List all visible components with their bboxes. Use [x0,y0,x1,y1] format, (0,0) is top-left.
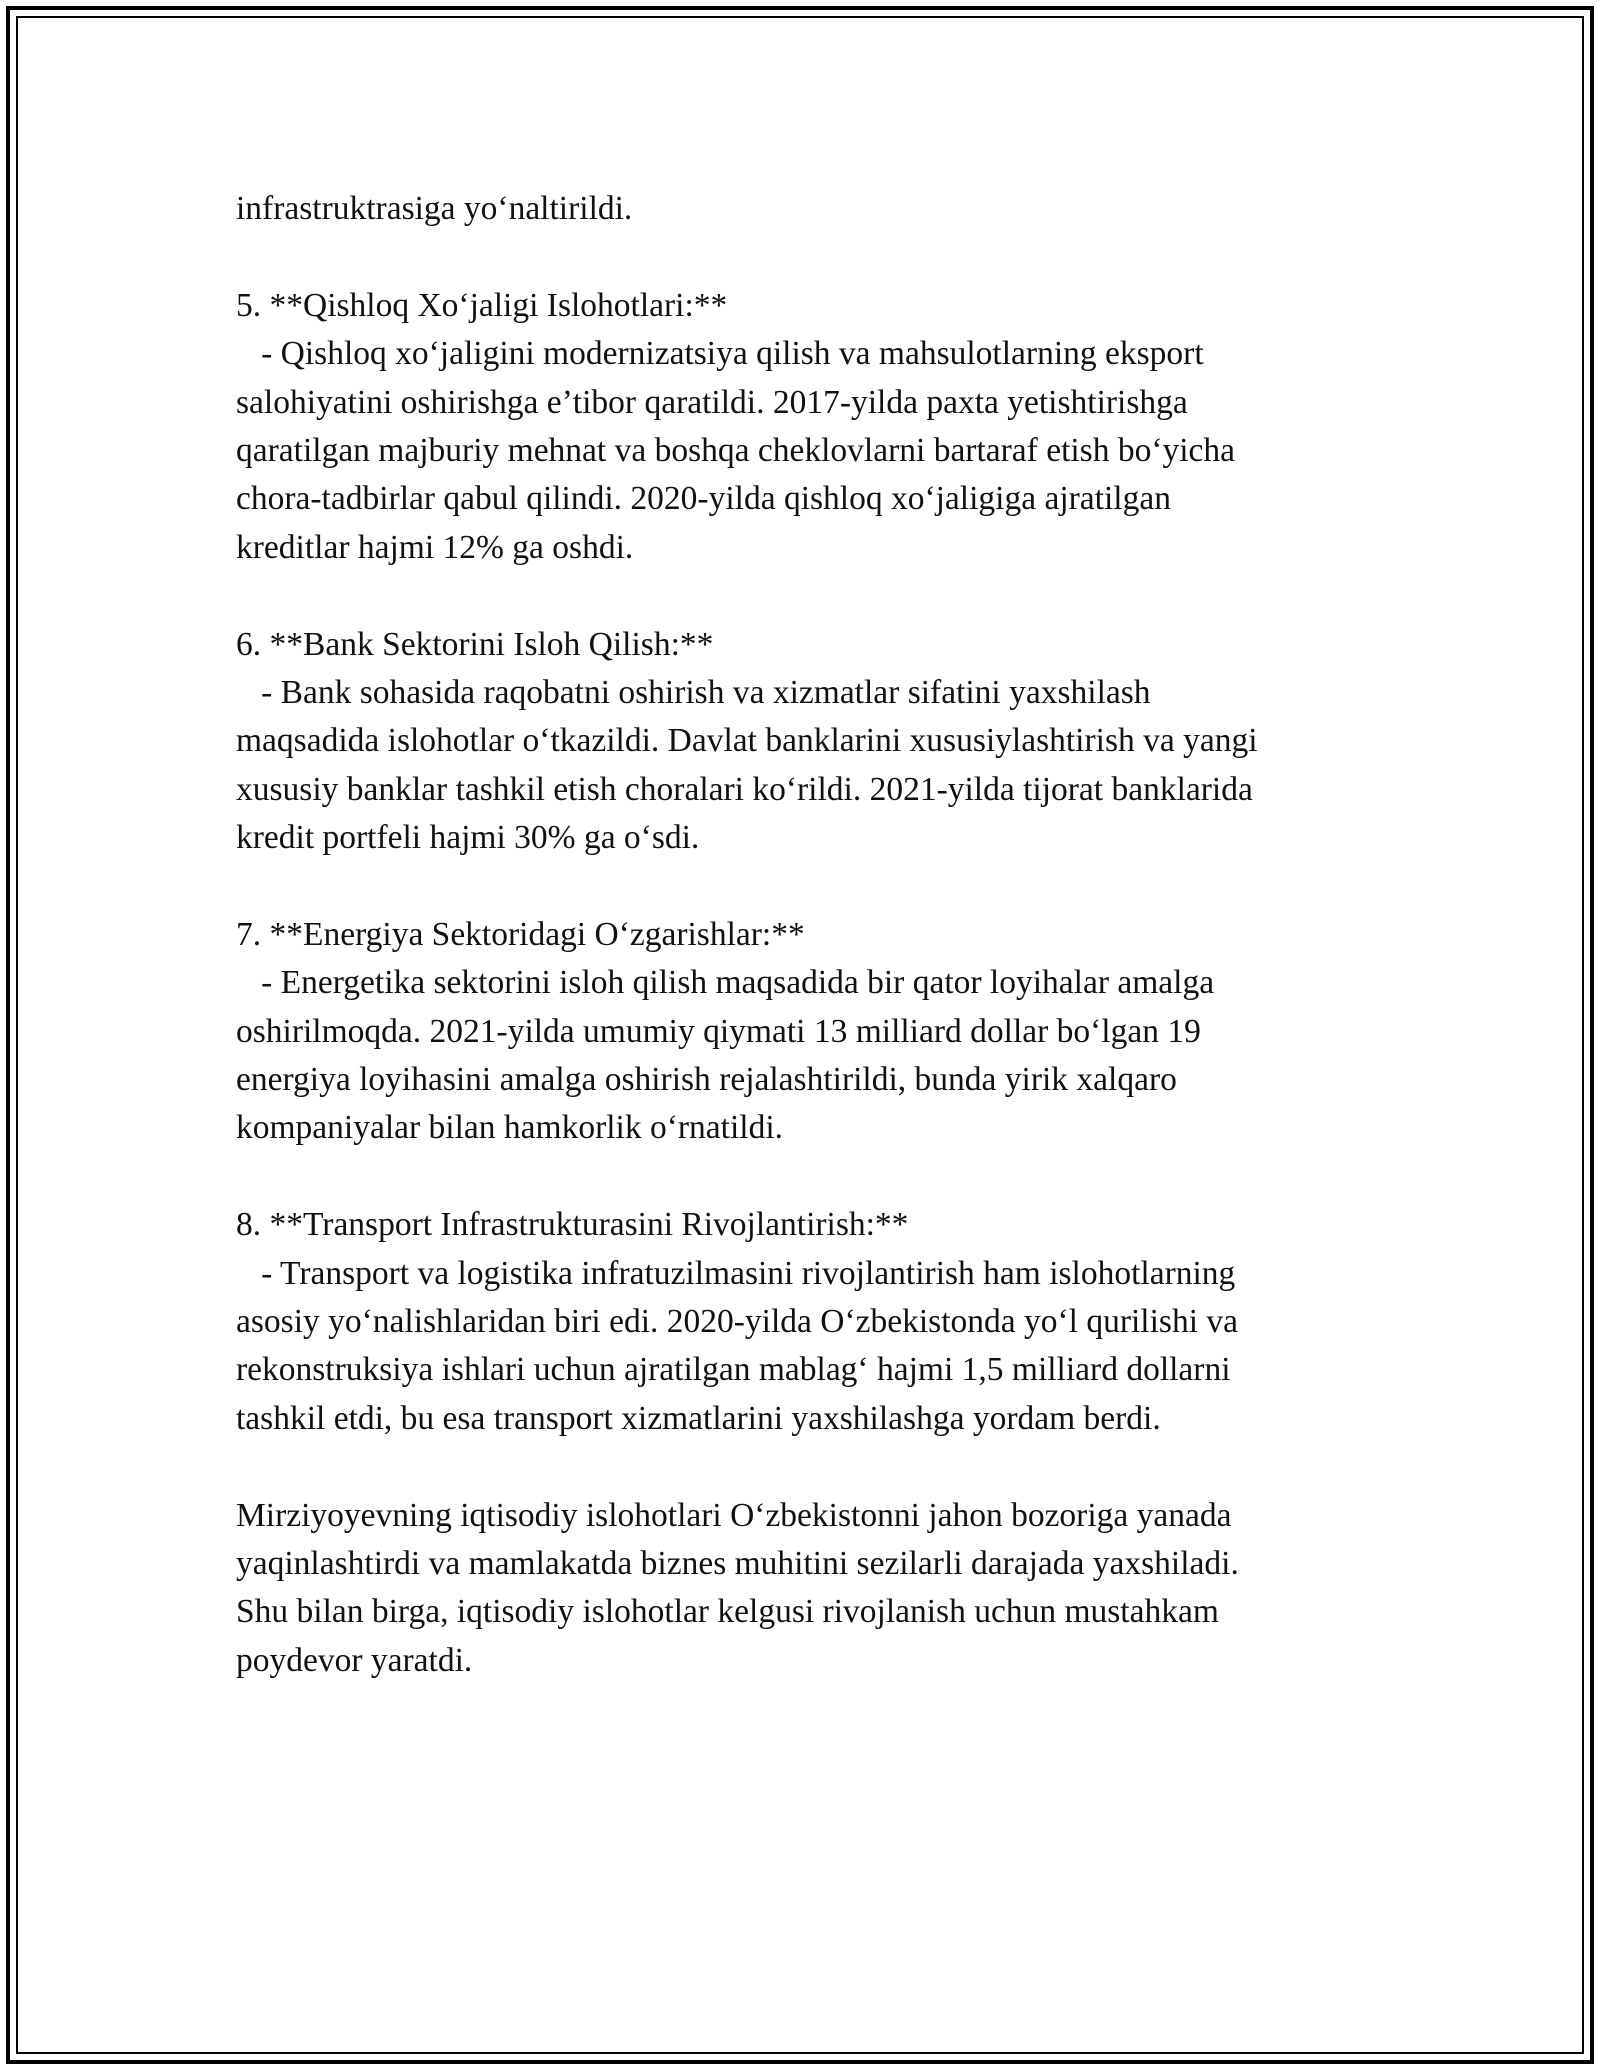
blank-line [236,1153,1386,1201]
text-line: - Energetika sektorini isloh qilish maqsadida bir qator loyihalar amalga [236,964,1215,1002]
text-line: tashkil etdi, bu esa transport xizmatlarini yaxshilashga yordam berdi. [236,1399,1161,1437]
blank-line [236,1443,1386,1491]
text-line: chora-tadbirlar qabul qilindi. 2020-yilda qishloq xoʻjaligiga ajratilgan [236,480,1171,518]
text-line: kompaniyalar bilan hamkorlik oʻrnatildi. [236,1109,784,1147]
conclusion-line: poydevor yaratdi. [236,1641,473,1679]
section-heading-5: 5. **Qishloq Xoʻjaligi Islohotlari:** [236,286,728,324]
text-line: salohiyatini oshirishga eʼtibor qaratildi. 2017-yilda paxta yetishtirishga [236,383,1188,421]
text-line: infrastruktrasiga yoʻnaltirildi. [236,190,633,227]
text-line: kreditlar hajmi 12% ga oshdi. [236,528,634,566]
document-body [236,185,1386,1685]
text-line: maqsadida islohotlar oʻtkazildi. Davlat banklarini xususiylashtirish va yangi [236,722,1258,760]
text-line: rekonstruksiya ishlari uchun ajratilgan mablagʻ hajmi 1,5 milliard dollarni [236,1351,1231,1389]
text-line: xususiy banklar tashkil etish choralari koʻrildi. 2021-yilda tijorat banklarida [236,770,1253,808]
text-line: oshirilmoqda. 2021-yilda umumiy qiymati 13 milliard dollar boʻlgan 19 [236,1012,1201,1050]
text-line: qaratilgan majburiy mehnat va boshqa cheklovlarni bartaraf etish boʻyicha [236,431,1236,469]
text-line: energiya loyihasini amalga oshirish rejalashtirildi, bunda yirik xalqaro [236,1061,1177,1099]
text-line: - Qishloq xoʻjaligini modernizatsiya qilish va mahsulotlarning eksport [236,335,1204,373]
conclusion-line: yaqinlashtirdi va mamlakatda biznes muhitini sezilarli darajada yaxshiladi. [236,1544,1239,1582]
section-heading-8: 8. **Transport Infrastrukturasini Rivojlantirish:** [236,1206,909,1244]
section-heading-7: 7. **Energiya Sektoridagi Oʻzgarishlar:** [236,915,805,953]
text-line: asosiy yoʻnalishlaridan biri edi. 2020-yilda Oʻzbekistonda yoʻl qurilishi va [236,1302,1239,1340]
blank-line [236,233,1386,281]
blank-line [236,862,1386,910]
blank-line [236,572,1386,620]
conclusion-line: Mirziyoyevning iqtisodiy islohotlari Oʻzbekistonni jahon bozoriga yanada [236,1496,1232,1534]
conclusion-line: Shu bilan birga, iqtisodiy islohotlar kelgusi rivojlanish uchun mustahkam [236,1593,1219,1631]
text-line: kredit portfeli hajmi 30% ga oʻsdi. [236,819,700,857]
section-heading-6: 6. **Bank Sektorini Isloh Qilish:** [236,625,714,663]
text-line: - Transport va logistika infratuzilmasini rivojlantirish ham islohotlarning [236,1254,1236,1292]
text-line: - Bank sohasida raqobatni oshirish va xizmatlar sifatini yaxshilash [236,673,1151,711]
